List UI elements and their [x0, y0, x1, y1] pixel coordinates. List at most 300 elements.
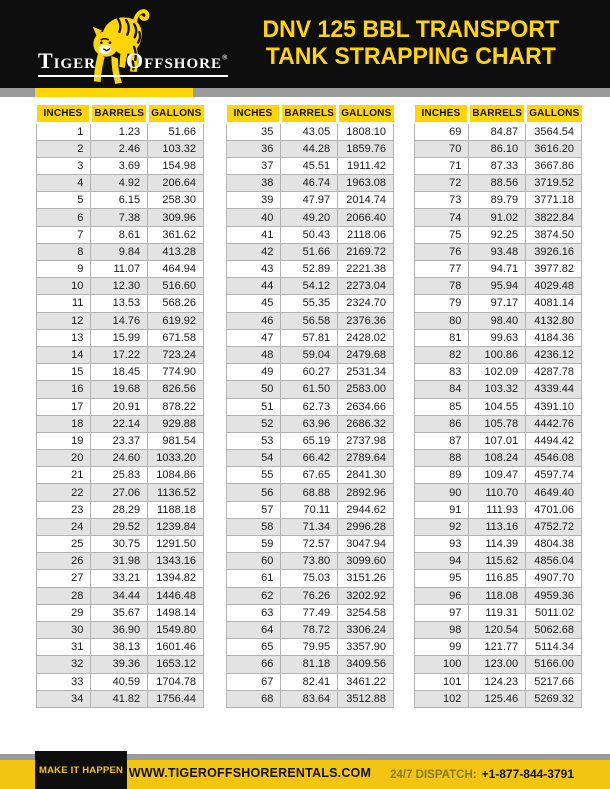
inches-cell: 8	[37, 243, 91, 260]
barrels-cell: 40.59	[91, 673, 148, 690]
inches-cell: 9	[37, 261, 91, 278]
table-row	[415, 295, 582, 312]
barrels-cell: 105.78	[469, 415, 526, 432]
barrels-cell: 18.45	[91, 364, 148, 381]
table-row	[37, 673, 204, 690]
barrels-cell: 77.49	[281, 604, 338, 621]
inches-cell: 36	[227, 140, 281, 157]
inches-cell: 29	[37, 604, 91, 621]
inches-cell: 38	[227, 175, 281, 192]
gallons-cell: 206.64	[148, 175, 204, 192]
gallons-cell: 2634.66	[338, 398, 394, 415]
gallons-cell: 826.56	[148, 381, 204, 398]
inches-column-header: INCHES	[415, 105, 469, 123]
gallons-cell: 5062.68	[526, 621, 582, 638]
table-row	[37, 690, 204, 707]
barrels-cell: 51.66	[281, 243, 338, 260]
inches-cell: 51	[227, 398, 281, 415]
inches-cell: 19	[37, 432, 91, 449]
table-row	[227, 398, 394, 415]
barrels-cell: 8.61	[91, 226, 148, 243]
inches-cell: 18	[37, 415, 91, 432]
gallons-cell: 929.88	[148, 415, 204, 432]
gallons-cell: 4959.36	[526, 587, 582, 604]
website-link[interactable]: WWW.TIGEROFFSHORERENTALS.COM	[128, 766, 372, 780]
barrels-cell: 114.39	[469, 536, 526, 553]
inches-cell: 5	[37, 192, 91, 209]
title-line-1: DNV 125 BBL TRANSPORT	[262, 16, 560, 44]
gallons-cell: 2789.64	[338, 450, 394, 467]
gallons-cell: 309.96	[148, 209, 204, 226]
table-row	[227, 673, 394, 690]
barrels-cell: 108.24	[469, 450, 526, 467]
barrels-cell: 43.05	[281, 123, 338, 140]
inches-column-header: INCHES	[227, 105, 281, 123]
table-row	[227, 192, 394, 209]
table-row	[415, 621, 582, 638]
barrels-cell: 91.02	[469, 209, 526, 226]
tagline-badge: MAKE IT HAPPEN	[35, 751, 127, 789]
table-row	[37, 450, 204, 467]
inches-cell: 45	[227, 295, 281, 312]
inches-cell: 65	[227, 639, 281, 656]
gallons-cell: 4856.04	[526, 553, 582, 570]
barrels-cell: 81.18	[281, 656, 338, 673]
inches-cell: 46	[227, 312, 281, 329]
table-row	[415, 518, 582, 535]
inches-cell: 6	[37, 209, 91, 226]
barrels-cell: 79.95	[281, 639, 338, 656]
gallons-cell: 3306.24	[338, 621, 394, 638]
gallons-cell: 2428.02	[338, 329, 394, 346]
inches-cell: 69	[415, 123, 469, 140]
inches-cell: 90	[415, 484, 469, 501]
gallons-cell: 3564.54	[526, 123, 582, 140]
gallons-cell: 3719.52	[526, 175, 582, 192]
inches-cell: 98	[415, 621, 469, 638]
table-row	[37, 346, 204, 363]
inches-cell: 99	[415, 639, 469, 656]
table-row	[37, 621, 204, 638]
inches-cell: 80	[415, 312, 469, 329]
table-header-row	[37, 105, 204, 123]
table-row	[227, 570, 394, 587]
barrels-cell: 86.10	[469, 140, 526, 157]
gallons-cell: 4907.70	[526, 570, 582, 587]
gallons-cell: 3151.26	[338, 570, 394, 587]
table-row	[227, 587, 394, 604]
inches-cell: 75	[415, 226, 469, 243]
table-row	[37, 192, 204, 209]
inches-cell: 52	[227, 415, 281, 432]
inches-cell: 54	[227, 450, 281, 467]
barrels-cell: 89.79	[469, 192, 526, 209]
barrels-cell: 82.41	[281, 673, 338, 690]
table-row	[415, 209, 582, 226]
inches-cell: 7	[37, 226, 91, 243]
gallons-cell: 1498.14	[148, 604, 204, 621]
inches-cell: 3	[37, 157, 91, 174]
table-row	[37, 329, 204, 346]
table-row	[227, 175, 394, 192]
inches-cell: 73	[415, 192, 469, 209]
barrels-cell: 36.90	[91, 621, 148, 638]
table-row	[415, 157, 582, 174]
table-row	[415, 501, 582, 518]
inches-cell: 95	[415, 570, 469, 587]
barrels-cell: 31.98	[91, 553, 148, 570]
gallons-cell: 2118.06	[338, 226, 394, 243]
barrels-cell: 11.07	[91, 261, 148, 278]
table-row	[227, 278, 394, 295]
barrels-cell: 98.40	[469, 312, 526, 329]
barrels-cell: 67.65	[281, 467, 338, 484]
inches-cell: 41	[227, 226, 281, 243]
barrels-cell: 78.72	[281, 621, 338, 638]
table-row	[37, 209, 204, 226]
table-row	[415, 381, 582, 398]
barrels-cell: 76.26	[281, 587, 338, 604]
barrels-cell: 54.12	[281, 278, 338, 295]
table-row	[227, 157, 394, 174]
inches-cell: 37	[227, 157, 281, 174]
barrels-cell: 13.53	[91, 295, 148, 312]
inches-cell: 57	[227, 501, 281, 518]
inches-cell: 22	[37, 484, 91, 501]
barrels-cell: 25.83	[91, 467, 148, 484]
gallons-cell: 568.26	[148, 295, 204, 312]
inches-cell: 21	[37, 467, 91, 484]
barrels-cell: 119.31	[469, 604, 526, 621]
barrels-cell: 44.28	[281, 140, 338, 157]
gallons-cell: 2892.96	[338, 484, 394, 501]
inches-cell: 20	[37, 450, 91, 467]
table-row	[415, 243, 582, 260]
inches-cell: 71	[415, 157, 469, 174]
table-row	[227, 656, 394, 673]
logo-word-tiger: Tiger	[38, 48, 97, 73]
table-row	[227, 381, 394, 398]
inches-cell: 88	[415, 450, 469, 467]
gallons-cell: 361.62	[148, 226, 204, 243]
table-row	[37, 536, 204, 553]
gallons-cell: 619.92	[148, 312, 204, 329]
table-row	[415, 484, 582, 501]
gallons-cell: 5217.66	[526, 673, 582, 690]
table-row	[227, 639, 394, 656]
table-row	[227, 243, 394, 260]
table-row	[227, 553, 394, 570]
inches-cell: 93	[415, 536, 469, 553]
gallons-cell: 2014.74	[338, 192, 394, 209]
gallons-cell: 4184.36	[526, 329, 582, 346]
barrels-cell: 60.27	[281, 364, 338, 381]
inches-cell: 30	[37, 621, 91, 638]
barrels-column-header: BARRELS	[91, 105, 148, 123]
inches-cell: 64	[227, 621, 281, 638]
table-row	[227, 226, 394, 243]
inches-cell: 91	[415, 501, 469, 518]
barrels-cell: 1.23	[91, 123, 148, 140]
registered-mark: ®	[221, 53, 229, 62]
barrels-cell: 20.91	[91, 398, 148, 415]
table-row	[415, 604, 582, 621]
gallons-cell: 1033.20	[148, 450, 204, 467]
gallons-cell: 2583.00	[338, 381, 394, 398]
barrels-cell: 7.38	[91, 209, 148, 226]
gallons-cell: 3099.60	[338, 553, 394, 570]
gallons-column-header: GALLONS	[526, 105, 582, 123]
table-row	[415, 398, 582, 415]
gallons-cell: 3822.84	[526, 209, 582, 226]
table-row	[227, 364, 394, 381]
barrels-column-header: BARRELS	[281, 105, 338, 123]
table-row	[37, 432, 204, 449]
table-row	[415, 226, 582, 243]
barrels-cell: 118.08	[469, 587, 526, 604]
table-row	[37, 570, 204, 587]
inches-cell: 28	[37, 587, 91, 604]
inches-cell: 70	[415, 140, 469, 157]
dispatch-phone-number[interactable]: +1-877-844-3791	[481, 767, 574, 781]
barrels-cell: 103.32	[469, 381, 526, 398]
barrels-cell: 46.74	[281, 175, 338, 192]
barrels-cell: 24.60	[91, 450, 148, 467]
inches-cell: 14	[37, 346, 91, 363]
inches-cell: 79	[415, 295, 469, 312]
table-row	[37, 553, 204, 570]
gallons-cell: 103.32	[148, 140, 204, 157]
barrels-cell: 30.75	[91, 536, 148, 553]
table-row	[227, 604, 394, 621]
table-row	[415, 278, 582, 295]
inches-cell: 1	[37, 123, 91, 140]
inches-cell: 81	[415, 329, 469, 346]
inches-cell: 23	[37, 501, 91, 518]
inches-cell: 42	[227, 243, 281, 260]
gallons-cell: 1653.12	[148, 656, 204, 673]
table-row	[227, 536, 394, 553]
logo-word-offshore: Offshore	[126, 48, 222, 73]
gallons-cell: 3357.90	[338, 639, 394, 656]
barrels-cell: 12.30	[91, 278, 148, 295]
table-row	[415, 656, 582, 673]
table-row	[415, 673, 582, 690]
gallons-cell: 3977.82	[526, 261, 582, 278]
inches-cell: 13	[37, 329, 91, 346]
table-row	[37, 381, 204, 398]
barrels-cell: 61.50	[281, 381, 338, 398]
table-row	[37, 639, 204, 656]
inches-cell: 10	[37, 278, 91, 295]
table-row	[37, 312, 204, 329]
inches-cell: 33	[37, 673, 91, 690]
table-header-row	[415, 105, 582, 123]
table-row	[415, 467, 582, 484]
inches-cell: 15	[37, 364, 91, 381]
barrels-cell: 70.11	[281, 501, 338, 518]
table-row	[37, 587, 204, 604]
table-row	[415, 329, 582, 346]
table-row	[415, 192, 582, 209]
dispatch-contact	[390, 767, 574, 781]
gallons-cell: 981.54	[148, 432, 204, 449]
barrels-cell: 100.86	[469, 346, 526, 363]
gallons-cell: 2686.32	[338, 415, 394, 432]
inches-cell: 11	[37, 295, 91, 312]
inches-cell: 25	[37, 536, 91, 553]
table-row	[415, 123, 582, 140]
gallons-cell: 3874.50	[526, 226, 582, 243]
inches-cell: 50	[227, 381, 281, 398]
title-line-2: TANK STRAPPING CHART	[265, 43, 556, 70]
barrels-cell: 92.25	[469, 226, 526, 243]
table-row	[227, 123, 394, 140]
table-row	[37, 243, 204, 260]
gallons-cell: 1704.78	[148, 673, 204, 690]
table-row	[37, 364, 204, 381]
barrels-cell: 41.82	[91, 690, 148, 707]
barrels-cell: 120.54	[469, 621, 526, 638]
table-row	[415, 175, 582, 192]
gallons-cell: 51.66	[148, 123, 204, 140]
gallons-cell: 2996.28	[338, 518, 394, 535]
barrels-cell: 93.48	[469, 243, 526, 260]
gallons-cell: 4442.76	[526, 415, 582, 432]
table-row	[227, 346, 394, 363]
inches-cell: 86	[415, 415, 469, 432]
barrels-cell: 9.84	[91, 243, 148, 260]
inches-cell: 76	[415, 243, 469, 260]
logo-wordmark	[38, 48, 228, 77]
table-row	[37, 484, 204, 501]
strapping-table-2	[226, 105, 394, 708]
table-row	[227, 518, 394, 535]
inches-cell: 61	[227, 570, 281, 587]
page-title	[233, 17, 603, 71]
gallons-cell: 4029.48	[526, 278, 582, 295]
barrels-cell: 27.06	[91, 484, 148, 501]
table-row	[415, 261, 582, 278]
barrels-cell: 52.89	[281, 261, 338, 278]
barrels-cell: 59.04	[281, 346, 338, 363]
inches-cell: 83	[415, 364, 469, 381]
table-header-row	[227, 105, 394, 123]
table-row	[227, 295, 394, 312]
gallons-cell: 5166.00	[526, 656, 582, 673]
inches-cell: 56	[227, 484, 281, 501]
gallons-cell: 1756.44	[148, 690, 204, 707]
table-row	[37, 501, 204, 518]
inches-cell: 68	[227, 690, 281, 707]
gallons-cell: 4546.08	[526, 450, 582, 467]
inches-cell: 59	[227, 536, 281, 553]
barrels-cell: 62.73	[281, 398, 338, 415]
gallons-cell: 3771.18	[526, 192, 582, 209]
inches-cell: 48	[227, 346, 281, 363]
inches-cell: 16	[37, 381, 91, 398]
gallons-cell: 4804.38	[526, 536, 582, 553]
table-row	[415, 364, 582, 381]
gallons-cell: 1188.18	[148, 501, 204, 518]
gallons-cell: 1808.10	[338, 123, 394, 140]
table-row	[37, 604, 204, 621]
gallons-cell: 258.30	[148, 192, 204, 209]
gallons-cell: 4287.78	[526, 364, 582, 381]
gallons-cell: 671.58	[148, 329, 204, 346]
barrels-cell: 113.16	[469, 518, 526, 535]
barrels-cell: 4.92	[91, 175, 148, 192]
table-row	[37, 261, 204, 278]
table-row	[415, 690, 582, 707]
barrels-cell: 56.58	[281, 312, 338, 329]
gallons-cell: 2841.30	[338, 467, 394, 484]
barrels-cell: 22.14	[91, 415, 148, 432]
inches-cell: 77	[415, 261, 469, 278]
table-row	[415, 432, 582, 449]
barrels-cell: 38.13	[91, 639, 148, 656]
gallons-cell: 1859.76	[338, 140, 394, 157]
gallons-cell: 3667.86	[526, 157, 582, 174]
inches-cell: 47	[227, 329, 281, 346]
gallons-column-header: GALLONS	[338, 105, 394, 123]
gallons-cell: 154.98	[148, 157, 204, 174]
table-row	[37, 656, 204, 673]
barrels-cell: 124.23	[469, 673, 526, 690]
table-row	[415, 346, 582, 363]
inches-cell: 100	[415, 656, 469, 673]
table-row	[415, 415, 582, 432]
gallons-cell: 3202.92	[338, 587, 394, 604]
barrels-cell: 72.57	[281, 536, 338, 553]
table-row	[415, 312, 582, 329]
barrels-cell: 29.52	[91, 518, 148, 535]
gallons-cell: 4236.12	[526, 346, 582, 363]
gallons-cell: 1291.50	[148, 536, 204, 553]
dispatch-label: 24/7 DISPATCH:	[390, 769, 477, 781]
table-row	[227, 312, 394, 329]
gallons-cell: 1239.84	[148, 518, 204, 535]
gallons-cell: 878.22	[148, 398, 204, 415]
gallons-cell: 2221.38	[338, 261, 394, 278]
table-row	[227, 690, 394, 707]
barrels-cell: 65.19	[281, 432, 338, 449]
gallons-cell: 1549.80	[148, 621, 204, 638]
table-row	[415, 639, 582, 656]
gallons-cell: 4081.14	[526, 295, 582, 312]
barrels-cell: 97.17	[469, 295, 526, 312]
gallons-cell: 413.28	[148, 243, 204, 260]
gallons-cell: 2066.40	[338, 209, 394, 226]
barrels-cell: 19.68	[91, 381, 148, 398]
inches-cell: 74	[415, 209, 469, 226]
table-row	[227, 432, 394, 449]
gallons-cell: 4132.80	[526, 312, 582, 329]
inches-cell: 39	[227, 192, 281, 209]
gallons-cell: 2531.34	[338, 364, 394, 381]
barrels-cell: 99.63	[469, 329, 526, 346]
barrels-cell: 123.00	[469, 656, 526, 673]
inches-cell: 62	[227, 587, 281, 604]
barrels-cell: 83.64	[281, 690, 338, 707]
table-row	[37, 123, 204, 140]
gallons-cell: 2273.04	[338, 278, 394, 295]
gallons-cell: 516.60	[148, 278, 204, 295]
barrels-column-header: BARRELS	[469, 105, 526, 123]
barrels-cell: 68.88	[281, 484, 338, 501]
table-row	[227, 467, 394, 484]
barrels-cell: 6.15	[91, 192, 148, 209]
